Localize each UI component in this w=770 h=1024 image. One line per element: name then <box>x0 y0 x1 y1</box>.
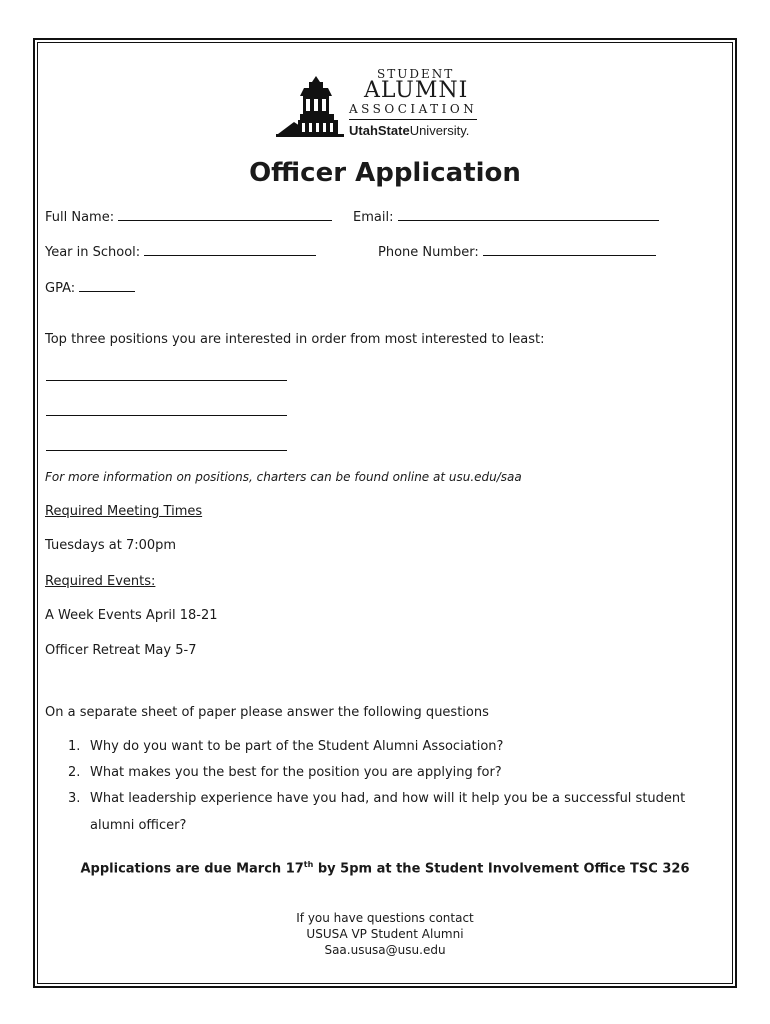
year-in-school-label: Year in School: <box>45 245 141 260</box>
old-main-tower-icon <box>276 74 346 138</box>
application-deadline <box>0 860 770 876</box>
contact-block <box>0 910 770 958</box>
full-name-field[interactable] <box>45 210 332 225</box>
deadline-superscript: th <box>303 860 314 869</box>
page-title: Officer Application <box>249 158 521 188</box>
logo-university-bold: UtahState <box>349 123 410 138</box>
deadline-after: by 5pm at the Student Involvement Office TSC 326 <box>313 861 690 877</box>
logo-divider <box>349 119 477 120</box>
phone-number-field[interactable] <box>378 245 656 260</box>
question-text: What leadership experience have you had, and how will it help you be a successful student <box>90 791 686 806</box>
gpa-field[interactable] <box>45 281 135 296</box>
positions-prompt: Top three positions you are interested in order from most interested to least: <box>45 332 545 347</box>
position-choice-3-blank[interactable] <box>46 450 287 451</box>
contact-line-1: If you have questions contact <box>296 911 474 925</box>
question-text: Why do you want to be part of the Student Alumni Association? <box>90 739 504 754</box>
meeting-time: Tuesdays at 7:00pm <box>45 538 177 553</box>
year-in-school-blank[interactable] <box>144 255 316 256</box>
full-name-label: Full Name: <box>45 210 115 225</box>
year-in-school-field[interactable] <box>45 245 316 260</box>
email-field[interactable] <box>353 210 659 225</box>
logo-university-text <box>349 123 469 138</box>
meeting-heading: Required Meeting Times <box>45 504 203 519</box>
position-choice-1-blank[interactable] <box>46 380 287 381</box>
questions-intro: On a separate sheet of paper please answer the following questions <box>45 705 489 720</box>
logo-student-text: STUDENT <box>377 67 455 81</box>
email-blank[interactable] <box>398 220 659 221</box>
contact-line-2: USUSA VP Student Alumni <box>306 927 464 941</box>
phone-number-label: Phone Number: <box>378 245 479 260</box>
phone-number-blank[interactable] <box>483 255 656 256</box>
positions-info-note: For more information on positions, charters can be found online at usu.edu/saa <box>45 470 522 484</box>
deadline-before: Applications are due March 17 <box>80 861 304 877</box>
event-item: Officer Retreat May 5-7 <box>45 643 197 658</box>
question-text-continued: alumni officer? <box>90 818 187 833</box>
events-heading: Required Events: <box>45 574 156 589</box>
gpa-blank[interactable] <box>79 291 135 292</box>
logo-alumni-text: ALUMNI <box>364 78 469 103</box>
logo-university-regular: University. <box>409 123 470 138</box>
email-label: Email: <box>353 210 394 225</box>
gpa-label: GPA: <box>45 281 76 296</box>
question-number: 1. <box>68 739 81 754</box>
full-name-blank[interactable] <box>118 220 332 221</box>
event-item: A Week Events April 18-21 <box>45 608 218 623</box>
logo-association-text: ASSOCIATION <box>349 102 478 116</box>
contact-email[interactable]: Saa.ususa@usu.edu <box>324 943 446 957</box>
question-number: 2. <box>68 765 81 780</box>
question-text: What makes you the best for the position you are applying for? <box>90 765 502 780</box>
position-choice-2-blank[interactable] <box>46 415 287 416</box>
question-number: 3. <box>68 791 81 806</box>
